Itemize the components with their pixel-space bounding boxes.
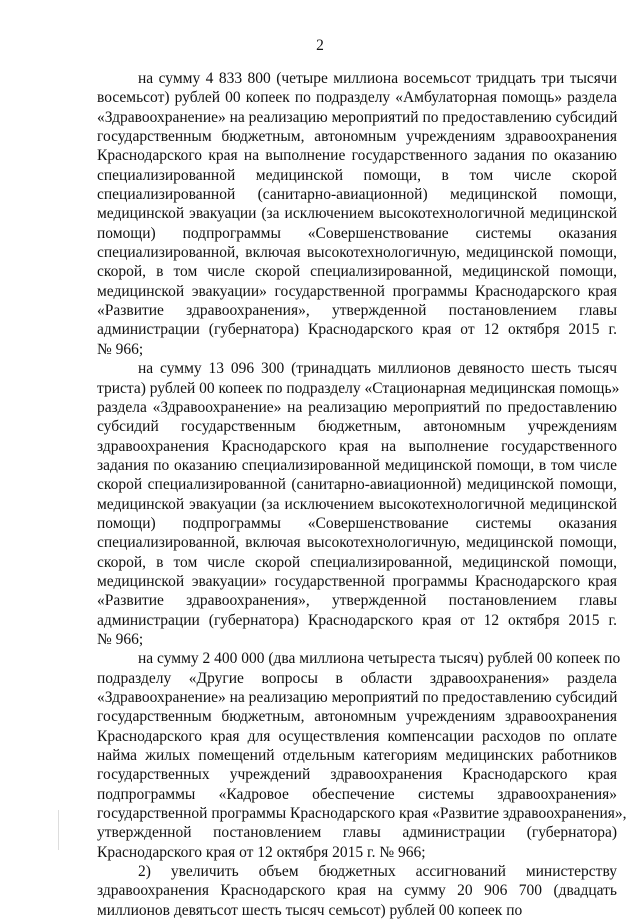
text-line: № 966; bbox=[97, 630, 144, 648]
text-line: государственным бюджетным, автономным учреждениям здравоохранения bbox=[97, 708, 617, 726]
text-line: раздела «Здравоохранение» на реализацию мероприятий по предоставлению bbox=[97, 398, 617, 416]
text-line: утвержденной постановлением главы администрации (губернатора) bbox=[97, 824, 617, 842]
text-line: медицинской эвакуации» государственной программы Краснодарского края bbox=[97, 282, 617, 300]
text-line: № 966; bbox=[97, 340, 144, 358]
margin-mark bbox=[58, 810, 59, 850]
text-line: на сумму 13 096 300 (тринадцать миллионов девяносто шесть тысяч bbox=[138, 360, 617, 378]
text-line: скорой, в том числе скорой специализированной, медицинской помощи, bbox=[97, 263, 617, 281]
text-line: помощи) подпрограммы «Совершенствование системы оказания bbox=[97, 224, 617, 242]
paragraph bbox=[97, 359, 620, 649]
paragraph bbox=[97, 862, 617, 920]
text-line: государственным бюджетным, автономным учреждениям здравоохранения bbox=[97, 128, 617, 146]
text-line: медицинской эвакуации (за исключением высокотехнологичной медицинской bbox=[97, 495, 617, 513]
paragraph bbox=[97, 69, 617, 359]
text-line: помощи) подпрограммы «Совершенствование системы оказания bbox=[97, 514, 617, 532]
text-line: скорой специализированной (санитарно-авиационной) медицинской помощи, bbox=[97, 476, 617, 494]
text-line: Краснодарского края на выполнение государственного задания по оказанию bbox=[97, 147, 617, 165]
text-line: медицинской эвакуации» государственной программы Краснодарского края bbox=[97, 572, 617, 590]
text-line: «Развитие здравоохранения», утвержденной постановлением главы bbox=[97, 302, 617, 320]
text-line: на сумму 2 400 000 (два миллиона четыреста тысяч) рублей 00 копеек по bbox=[138, 650, 621, 668]
document-body bbox=[97, 69, 627, 920]
text-line: специализированной, включая высокотехнологичную, медицинской помощи, bbox=[97, 244, 617, 262]
page-number: 2 bbox=[316, 37, 324, 54]
text-line: восемьсот) рублей 00 копеек по подразделу «Амбулаторная помощь» раздела bbox=[97, 89, 617, 107]
text-line: администрации (губернатора) Краснодарского края от 12 октября 2015 г. bbox=[97, 611, 617, 629]
text-line: 2) увеличить объем бюджетных ассигнований министерству bbox=[138, 863, 617, 881]
text-line: здравоохранения Краснодарского края на сумму 20 906 700 (двадцать bbox=[97, 882, 617, 900]
text-line: государственной программы Краснодарского края «Развитие здравоохранения», bbox=[97, 805, 627, 823]
text-line: «Здравоохранение» на реализацию мероприятий по предоставлению субсидий bbox=[97, 689, 618, 706]
text-line: на сумму 4 833 800 (четыре миллиона восемьсот тридцать три тысячи bbox=[138, 70, 617, 87]
text-line: «Здравоохранение» на реализацию мероприятий по предоставлению субсидий bbox=[97, 108, 618, 126]
text-line: медицинской эвакуации (за исключением высокотехнологичной медицинской bbox=[97, 205, 617, 223]
text-line: «Развитие здравоохранения», утвержденной постановлением главы bbox=[97, 592, 617, 610]
text-line: Краснодарского края от 12 октября 2015 г. № 966; bbox=[97, 843, 426, 861]
text-line: скорой, в том числе скорой специализированной, медицинской помощи, bbox=[97, 553, 617, 571]
text-line: здравоохранения Краснодарского края на выполнение государственного bbox=[97, 437, 617, 455]
text-line: триста) рублей 00 копеек по подразделу «Стационарная медицинская помощь» bbox=[97, 379, 620, 397]
text-line: миллионов девятьсот шесть тысяч семьсот) рублей 00 копеек по bbox=[97, 901, 523, 919]
paragraph bbox=[97, 649, 627, 862]
text-line: государственных учреждений здравоохранения Краснодарского края bbox=[97, 766, 617, 784]
text-line: субсидий государственным бюджетным, автономным учреждениям bbox=[97, 418, 617, 436]
text-line: подпрограммы «Кадровое обеспечение системы здравоохранения» bbox=[97, 785, 617, 803]
text-line: найма жилых помещений отдельным категориям медицинских работников bbox=[97, 747, 617, 765]
text-line: подразделу «Другие вопросы в области здравоохранения» раздела bbox=[97, 669, 617, 687]
text-line: Краснодарского края для осуществления компенсации расходов по оплате bbox=[97, 727, 617, 745]
text-line: специализированной медицинской помощи, в том числе скорой bbox=[97, 166, 617, 184]
text-line: специализированной (санитарно-авиационной) медицинской помощи, bbox=[97, 186, 617, 204]
text-line: администрации (губернатора) Краснодарского края от 12 октября 2015 г. bbox=[97, 321, 617, 339]
text-line: специализированной, включая высокотехнологичную, медицинской помощи, bbox=[97, 534, 617, 552]
text-line: задания по оказанию специализированной медицинской помощи, в том числе bbox=[97, 456, 617, 474]
